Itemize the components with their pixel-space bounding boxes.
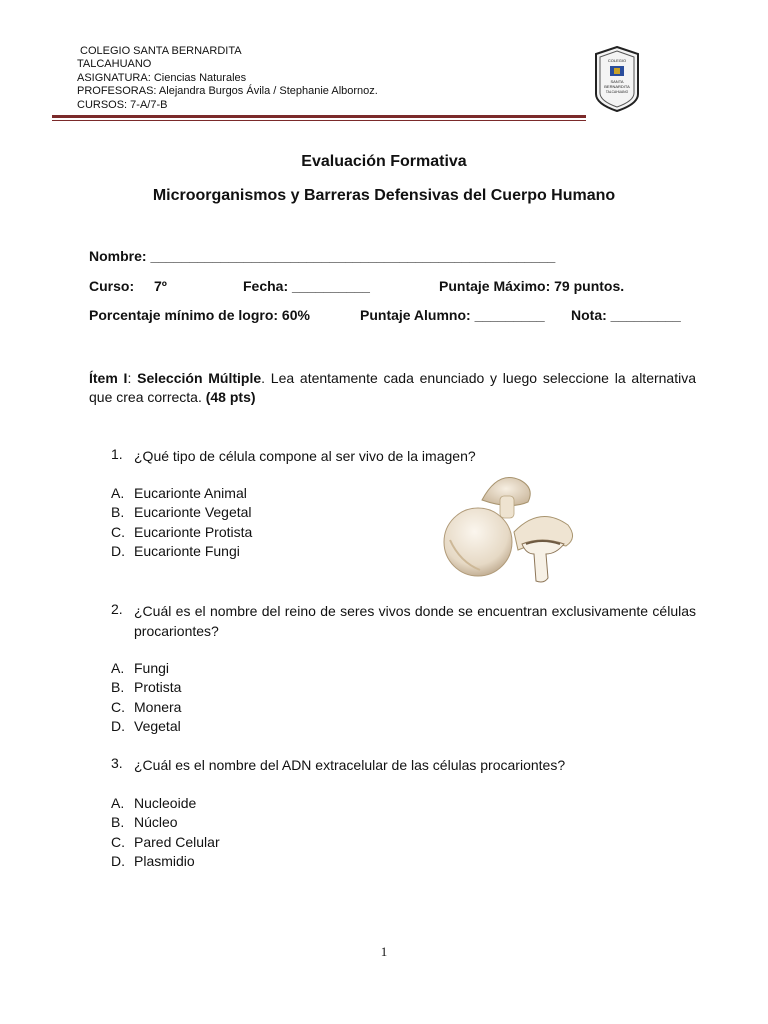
option (111, 678, 181, 697)
page-subtitle: Microorganismos y Barreras Defensivas del Cuerpo Humano (152, 187, 616, 204)
header-rule-thin (52, 120, 586, 121)
courses-value: 7-A/7-B (127, 98, 168, 111)
option-text: Protista (134, 679, 182, 696)
option (111, 717, 181, 736)
item-instructions (89, 369, 696, 407)
logo-text-3: BERNARDITA (604, 84, 630, 89)
option-text: Eucarionte Vegetal (134, 504, 252, 521)
option-letter: C. (111, 698, 125, 715)
option (111, 813, 220, 832)
option-text: Monera (134, 698, 182, 715)
item-text: . Lea atentamente cada enunciado y luego seleccione la alternativa que crea correcta. (89, 370, 696, 405)
option (111, 852, 220, 871)
option-letter: B. (111, 814, 125, 831)
option-text: Eucarionte Animal (134, 485, 247, 501)
school-name: COLEGIO SANTA BERNARDITA (80, 45, 242, 57)
option-letter: A. (111, 485, 125, 501)
option-letter: C. (111, 523, 125, 540)
question-1 (0, 446, 768, 466)
option-letter: A. (111, 660, 125, 676)
option-text: Fungi (134, 660, 170, 676)
min-achievement: Porcentaje mínimo de logro: 60% (89, 307, 310, 323)
question-number: 1. (111, 446, 123, 462)
option-letter: D. (111, 852, 125, 869)
item-label: Ítem I (89, 370, 128, 386)
page-number: 1 (380, 944, 388, 959)
question-3 (0, 755, 768, 775)
option (111, 698, 181, 717)
option (111, 659, 181, 678)
max-score: Puntaje Máximo: 79 puntos. (439, 278, 625, 294)
school-header (77, 45, 378, 112)
options-3 (111, 794, 220, 871)
option (111, 833, 220, 852)
courses-label: CURSOS: (77, 98, 128, 111)
option-letter: B. (111, 504, 125, 521)
logo-text-2: SANTA (610, 79, 624, 84)
option-letter: A. (111, 795, 125, 811)
subject-line (77, 72, 378, 85)
option-text: Pared Celular (134, 833, 220, 850)
logo-text-4: TALCAHUANO (605, 90, 629, 94)
course-label: Curso: (89, 278, 135, 294)
question-text: ¿Cuál es el nombre del reino de seres vivos donde se encuentran exclusivamente células procariontes? (134, 603, 696, 639)
option (111, 523, 252, 542)
header-rule-thick (52, 115, 586, 118)
teachers-label: PROFESORAS: (77, 85, 157, 98)
item-points: (48 pts) (205, 389, 256, 405)
subject-value: Ciencias Naturales (150, 71, 247, 84)
option (111, 503, 252, 522)
option-letter: B. (111, 679, 125, 696)
option-text: Nucleoide (134, 795, 197, 811)
item-type: Selección Múltiple (137, 370, 262, 386)
options-2 (111, 659, 181, 736)
option (111, 542, 252, 561)
option-letter: D. (111, 717, 125, 734)
course-value: 7º (154, 278, 167, 294)
teachers-value: Alejandra Burgos Ávila / Stephanie Albornoz. (156, 85, 378, 98)
school-city: TALCAHUANO (77, 58, 152, 71)
name-field: Nombre: ____________________________________________________ (89, 248, 556, 264)
question-text: ¿Cuál es el nombre del ADN extracelular de las células procariontes? (134, 757, 566, 773)
option (111, 484, 252, 503)
option-text: Núcleo (134, 814, 178, 831)
student-score-field: Puntaje Alumno: _________ (360, 307, 545, 323)
option (111, 794, 220, 813)
logo-text-1: COLEGIO (607, 58, 627, 63)
option-text: Eucarionte Protista (134, 523, 253, 540)
page-title: Evaluación Formativa (301, 153, 467, 170)
option-letter: C. (111, 833, 125, 850)
question-2 (0, 601, 768, 641)
school-crest-logo (594, 46, 640, 112)
question-number: 2. (111, 601, 123, 617)
date-field: Fecha: __________ (243, 278, 370, 294)
courses-line (77, 99, 378, 112)
option-text: Plasmidio (134, 852, 195, 869)
question-number: 3. (111, 755, 123, 771)
grade-field: Nota: _________ (571, 307, 681, 323)
option-text: Vegetal (134, 717, 181, 734)
option-letter: D. (111, 542, 125, 559)
option-text: Eucarionte Fungi (134, 542, 240, 559)
mushroom-image (440, 470, 580, 585)
question-text: ¿Qué tipo de célula compone al ser vivo de la imagen? (134, 448, 476, 464)
item-colon: : (127, 370, 138, 386)
options-1 (111, 484, 252, 561)
teachers-line (77, 85, 378, 98)
subject-label: ASIGNATURA: (77, 71, 151, 84)
